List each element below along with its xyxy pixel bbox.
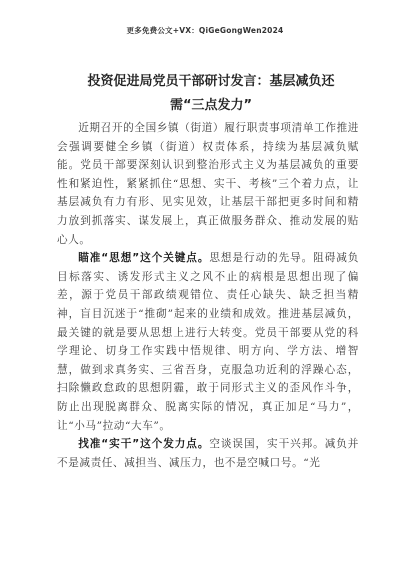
header-note: 更多免费公文+VX：QiGeGongWen2024 — [126, 26, 284, 35]
paragraph-text: 思想是行动的先导。阻碍减负目标落实、诱发形式主义之风不止的病根是思想出现了偏差，源于党员干部政绩观错位、责任心缺失、缺乏担当精神，盲目沉迷于“推砌”起来的业绩和成效。推进基层减负，最关键的就是要从思想上进行大转变。党员干部要从党的科学理论、切身工作实践中悟规律、明方向、学方法、增智慧，做到求真务实、三省吾身，克服急功近利的浮躁心态，扫除懒政怠政的思想阴霾，敢于同形式主义的歪风作斗争，防止出现脱离群众、脱离实际的情况，真正加足“马力”，让“小马”拉动“大车”。 — [57, 252, 359, 432]
paragraph-text: 空谈误国，实干兴邦。减负并不是减责任、减担当、减压力，也不是空喊口号。“光 — [57, 438, 359, 469]
document-title: 投资促进局党员干部研讨发言：基层减负还需“三点发力” — [87, 74, 335, 113]
paragraph-text: 近期召开的全国乡镇（街道）履行职责事项清单工作推进会强调要健全乡镇（街道）权责体系，持续为基层减负赋能。党员干部要深刻认识到整治形式主义为基层减负的重要性和紧迫性，紧紧抓住“思想、实干、考核”三个着力点，让基层减负有力有形、见实见效，让基层干部把更多时间和精力放到抓落实、谋发展上，真正做服务群众、推动发展的贴心人。 — [57, 122, 359, 246]
paragraph — [57, 249, 359, 435]
paragraph — [57, 119, 359, 249]
paragraph — [57, 435, 359, 472]
document-body — [57, 119, 359, 472]
paragraph-lead: 瞄准“思想”这个关键点。 — [78, 252, 210, 265]
paragraph-lead: 找准“实干”这个发力点。 — [78, 438, 210, 451]
